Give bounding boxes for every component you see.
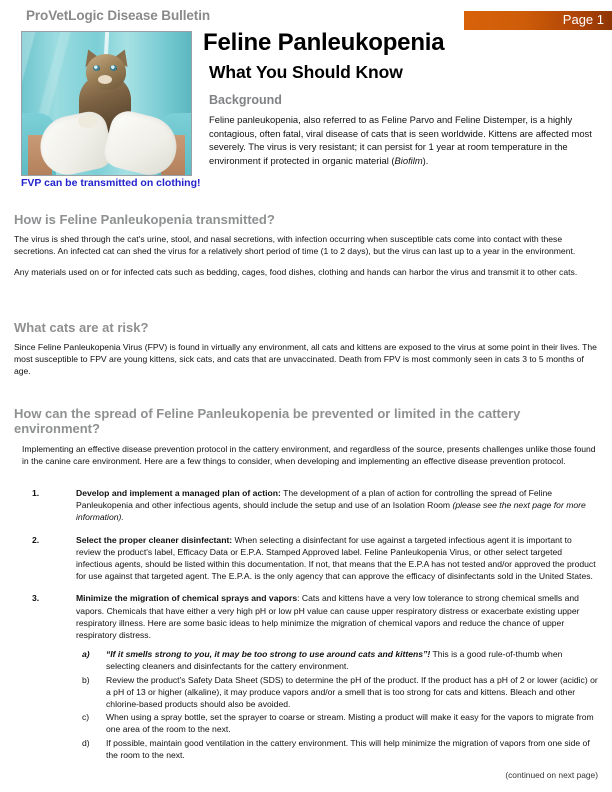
sub-list-item-marker: c) — [82, 712, 90, 723]
page-number-label: Page 1 — [562, 12, 604, 27]
section-paragraph: Since Feline Panleukopenia Virus (FPV) is found in virtually any environment, all cats and kittens are exposed to the virus at some point in their lives. The most susceptible to FPV are young kittens, sick cats, and cats that are unvaccinated. Death from FPV is most commonly seen in cats 3 to 5 months of age. — [14, 342, 597, 377]
sub-list-item-body: When using a spray bottle, set the sprayer to coarse or stream. Misting a product will make it easy for the vapors to migrate from one area of the room to the next. — [106, 712, 594, 735]
document-header — [0, 0, 612, 32]
list-item-lead: Select the proper cleaner disinfectant: — [76, 534, 233, 545]
section-heading: What cats are at risk? — [14, 320, 149, 335]
section-transmitted — [14, 212, 598, 279]
list-item-body-italic: (please see the next page for more information). — [76, 500, 586, 523]
section-prevention — [14, 406, 598, 467]
sub-list-item-marker: b) — [82, 674, 90, 685]
page-number-banner — [464, 11, 612, 30]
sub-list-item-body: This is a good rule-of-thumb when selecting cleaners and disinfectants for the cattery environment. — [106, 649, 563, 672]
list-item-marker: 2. — [32, 534, 40, 545]
hero-photo-block — [21, 31, 201, 193]
list-item — [14, 592, 598, 641]
photo-kitten-paw — [78, 114, 98, 128]
list-item — [14, 534, 598, 583]
page-subtitle: What You Should Know — [209, 61, 403, 82]
section-paragraph: The virus is shed through the cat's urine, stool, and nasal secretions, with infection occurring when susceptible cats come into contact with these secretions. An infected cat can shed the virus for a relatively short period of time (1 to 2 days), but the virus can last up to a year in the environment. — [14, 234, 576, 257]
list-item-lead: Develop and implement a managed plan of action: — [76, 488, 281, 498]
photo-kitten-eye-left — [93, 65, 100, 71]
background-text-part2: ). — [422, 154, 429, 166]
list-item — [14, 487, 598, 524]
recommendations-list — [14, 487, 598, 762]
photo-kitten-eye-right — [110, 65, 117, 71]
sub-list-item-marker: a) — [82, 649, 90, 660]
page-title: Feline Panleukopenia — [203, 29, 445, 56]
section-at-risk — [14, 320, 598, 378]
section-paragraph: Any materials used on or for infected cats such as bedding, cages, food dishes, clothing and hands can harbor the virus and transmit it to other cats. — [14, 267, 578, 278]
sub-list-item — [14, 711, 598, 735]
photo-kitten-muzzle — [98, 75, 112, 84]
photo-kitten-head — [86, 54, 126, 90]
sub-list-item — [14, 648, 598, 672]
brand-title: ProVetLogic Disease Bulletin — [26, 8, 211, 23]
section-heading: How can the spread of Feline Panleukopenia be prevented or limited in the cattery environment? — [14, 406, 521, 437]
background-heading: Background — [209, 92, 282, 107]
list-item-marker: 1. — [32, 488, 40, 498]
continued-footer-note: (continued on next page) — [505, 770, 598, 780]
kitten-vet-photo — [21, 31, 192, 176]
sub-list-item-body: Review the product's Safety Data Sheet (SDS) to determine the pH of the product. If the product has a pH of 2 or lower (acidic) or a pH of 13 or higher (alkaline), it may produce vapors and/or a smell that is too strong for cats and kittens. Bleach and other chlorine-based products should also be avoided. — [106, 674, 598, 710]
list-item-body: The development of a plan of action for controlling the spread of Feline Panleukopenia and other infectious agents, should include the setup and use of an Isolation Room — [76, 488, 553, 511]
section-paragraph: Implementing an effective disease prevention protocol in the cattery environment, and regardless of the source, presents challenges unlike those found in the canine care environment. Here are a few things to consider, when developing and implementing an effective disease prevention protocol. — [22, 443, 596, 466]
sub-recommendations-list — [14, 648, 598, 761]
list-item-marker: 3. — [32, 593, 40, 604]
sub-list-item-quote: “If it smells strong to you, it may be too strong to use around cats and kittens”! — [106, 649, 431, 660]
intro-column — [203, 30, 601, 167]
background-paragraph — [209, 113, 601, 168]
list-item-lead: Minimize the migration of chemical sprays and vapors — [76, 593, 298, 604]
background-text-italic: Biofilm — [394, 154, 423, 166]
sub-list-item — [14, 674, 598, 711]
sub-list-item — [14, 737, 598, 761]
section-heading: How is Feline Panleukopenia transmitted? — [14, 212, 275, 227]
list-item-body: : Cats and kittens have a very low tolerance to strong chemical smells and vapors. Chemicals that have either a very high pH or low pH value can cause upper respiratory distress or exacerbate existing upper respiratory illness. Here are some basic ideas to help minimize the migration of chemical vapors and reduce the chance of upper respiratory distress. — [76, 593, 580, 641]
background-text-part1: Feline panleukopenia, also referred to as Feline Parvo and Feline Distemper, is a highly contagious, often fatal, viral disease of cats that is seen worldwide. Kittens are affected most severely. The virus is very resistant; it can persist for 1 year at room temperature in the environment if protected in organic material ( — [209, 113, 592, 166]
sub-list-item-body: If possible, maintain good ventilation in the cattery environment. This will help minimize the migration of vapors from one side of the room to the next. — [106, 737, 590, 760]
sub-list-item-marker: d) — [82, 737, 90, 748]
photo-caption: FVP can be transmitted on clothing! — [21, 177, 201, 189]
list-item-body: When selecting a disinfectant for use against a targeted infectious agent it is important to review the product's label, Efficacy Data or E.P.A. Stamped Approved label. Feline Panleukopenia Virus, or other select targeted infectious agents, should be listed within this documentation. If not, that means that the E.P.A has not tested and/or approved the product for use against that targeted agent. The E.P.A. is the only agency that can approve the efficacy of disinfectants sold in the United States. — [76, 534, 596, 582]
